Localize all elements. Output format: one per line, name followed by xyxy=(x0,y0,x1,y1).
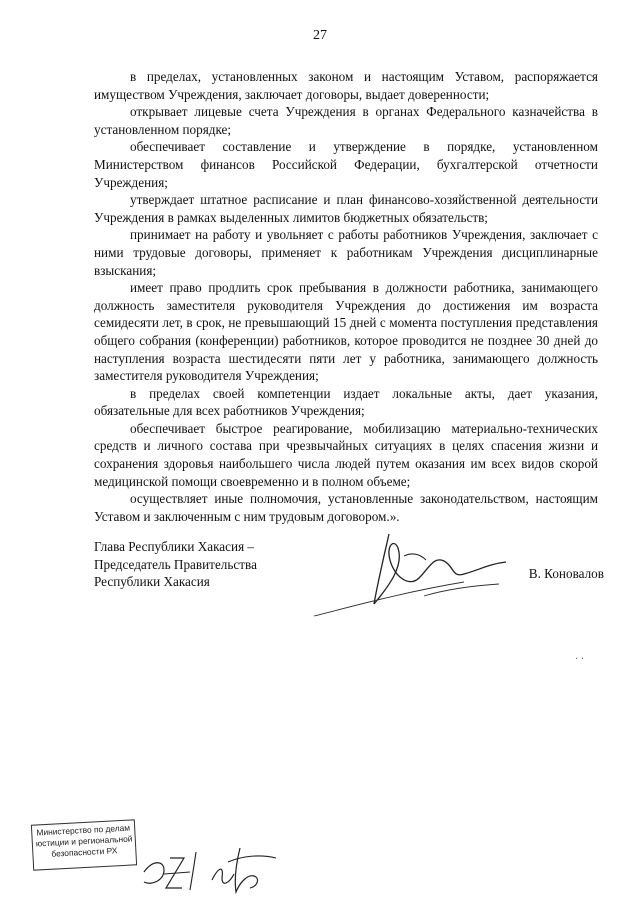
signer-title-line: Республики Хакасия xyxy=(94,574,210,590)
paragraph: обеспечивает быстрое реагирование, мобилизацию материально-технических средств и личного состава при чрезвычайных ситуациях в целях спасения жизни и сохранения здоровья наибольшего числа людей путем оказания им всех видов скорой медицинской помощи своевременно и в полном объеме; xyxy=(94,420,598,489)
paragraph: обеспечивает составление и утверждение в порядке, установленном Министерством финансов Российской Федерации, бухгалтерской отчетности Учреждения; xyxy=(94,139,598,190)
signer-title-line: Председатель Правительства xyxy=(94,556,257,572)
signer-title-line: Глава Республики Хакасия – xyxy=(94,539,255,554)
signer-name: В. Коновалов xyxy=(528,566,604,581)
page-number: 27 xyxy=(313,28,327,43)
paragraph: принимает на работу и увольняет с работы работников Учреждения, заключает с ними трудовые договоры, применяет к работникам Учреждения дисциплинарные взыскания; xyxy=(94,227,598,278)
stamp-line: юстиции и региональной xyxy=(35,833,133,849)
paragraph: в пределах, установленных законом и настоящим Уставом, распоряжается имуществом Учреждения, заключает договоры, выдает доверенности; xyxy=(94,69,598,102)
stamp-line: безопасности РХ xyxy=(51,845,118,859)
document-body xyxy=(94,68,598,525)
stamp-line: Министерство по делам xyxy=(36,822,131,838)
paragraph: утверждает штатное расписание и план финансово-хозяйственной деятельности Учреждения в рамках выделенных лимитов бюджетных обязательств; xyxy=(94,192,598,225)
paragraph: осуществляет иные полномочия, установленные законодательством, настоящим Уставом и заключенным с ним трудовым договором.». xyxy=(94,491,598,524)
paragraph: имеет право продлить срок пребывания в должности работника, занимающего должность заместителя руководителя Учреждения до достижения им возраста семидесяти лет, в срок, не превышающий 15 дней с момента поступления представления общего собрания (конференции) работников, которое проводится не позднее 30 дней до наступления возраста шестидесяти пяти лет у работника, занимающего должность заместителя руководителя Учреждения; xyxy=(94,280,598,384)
scan-dots: · · xyxy=(575,654,585,665)
signature-block xyxy=(94,538,604,628)
signer-title xyxy=(94,538,257,591)
handwritten-signature xyxy=(294,526,514,626)
paragraph: открывает лицевые счета Учреждения в органах Федерального казначейства в установленном порядке; xyxy=(94,104,598,137)
ministry-stamp xyxy=(31,819,137,870)
paragraph: в пределах своей компетенции издает локальные акты, дает указания, обязательные для всех работников Учреждения; xyxy=(94,385,598,419)
handwritten-initials xyxy=(130,838,290,898)
